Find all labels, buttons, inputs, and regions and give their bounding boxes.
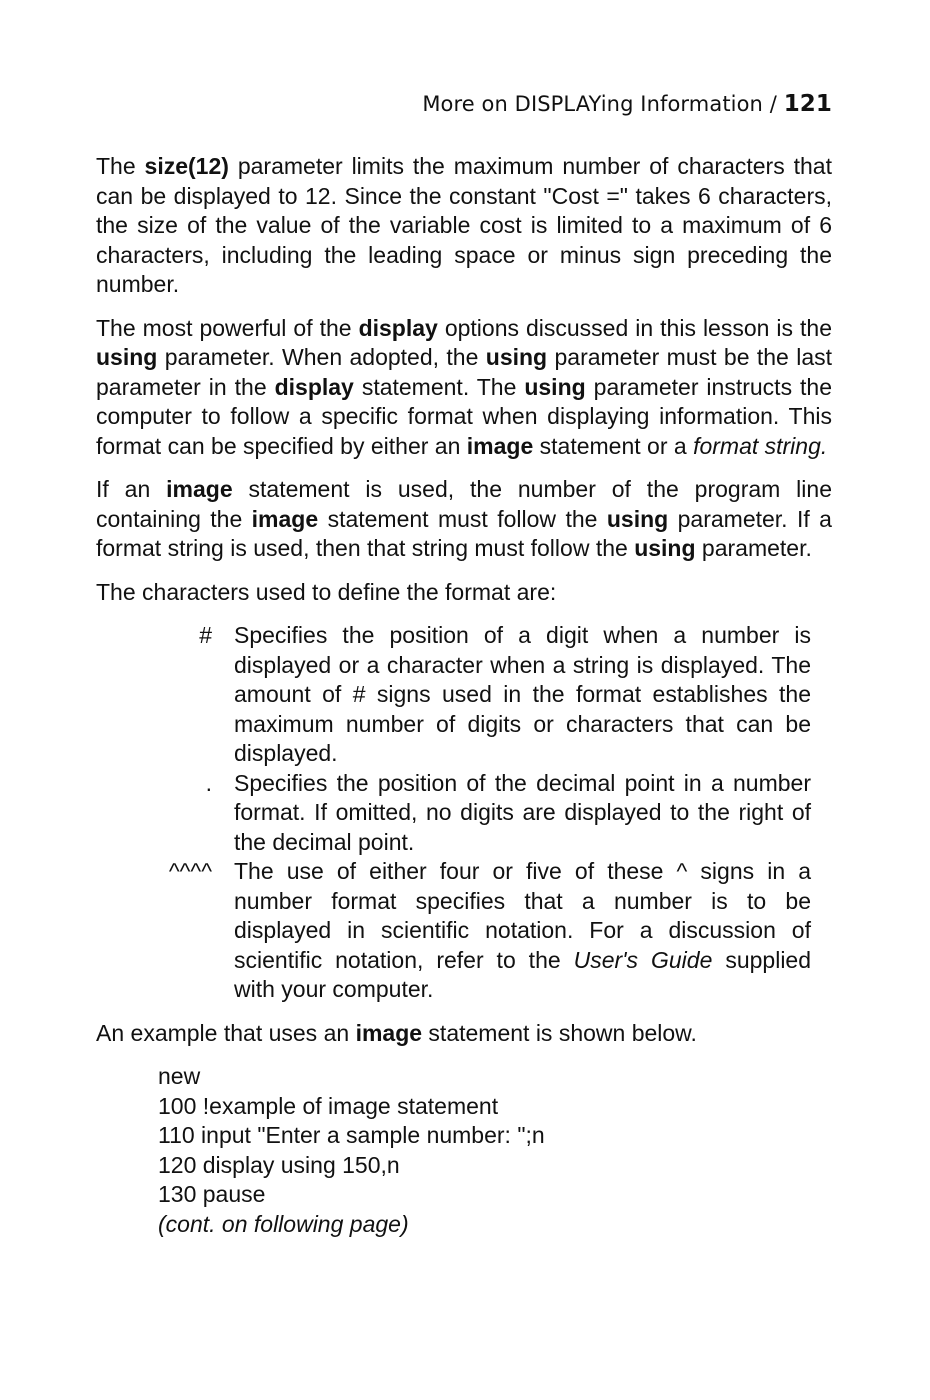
keyword-image: image	[466, 432, 534, 459]
keyword-size: size(12)	[144, 153, 229, 179]
term-users-guide: User's Guide	[573, 946, 713, 973]
keyword-using: using	[524, 373, 586, 400]
keyword-using: using	[96, 344, 158, 370]
code-listing	[158, 1062, 832, 1239]
paragraph-example-intro: An example that uses an image statement is shown below.	[96, 1019, 697, 1046]
definition-text: The use of either four or five of these ^ signs in a number format specifies that a number is to be displayed in scientific notation. For a discussion of scientific notation, refer to the User's Guide supplied with your computer.	[234, 858, 812, 1002]
code-line: 110 input "Enter a sample number: ";n	[158, 1122, 545, 1148]
definition-item-caret	[96, 857, 832, 1005]
header-title: More on DISPLAYing Information /	[422, 92, 777, 116]
term-format-string: format string.	[693, 432, 828, 459]
code-line: 120 display using 150,n	[158, 1151, 400, 1178]
definition-text: Specifies the position of a digit when a number is displayed or a character when a string is displayed. The amount of # signs used in the format establishes the maximum number of digits or characters that can be displayed.	[234, 622, 811, 766]
keyword-using: using	[606, 505, 669, 532]
paragraph-image-statement: If an image statement is used, the number of the program line containing the image statement must follow the using parameter. If a format string is used, then that string must follow the using parameter.	[96, 476, 832, 561]
code-line: 130 pause	[158, 1181, 266, 1207]
page-number: 121	[783, 91, 832, 117]
continuation-note: (cont. on following page)	[158, 1210, 409, 1237]
keyword-display: display	[274, 373, 354, 400]
symbol-caret: ^^^^	[168, 858, 212, 884]
paragraph-size-parameter: The size(12) parameter limits the maximum number of characters that can be displayed to 12. Since the constant "Cost =" takes 6 characters, the size of the value of the variable cost is limited to a maximum of 6 characters, including the leading space or minus sign preceding the number.	[96, 153, 832, 297]
keyword-image: image	[166, 476, 233, 502]
page-body	[96, 152, 832, 1239]
symbol-period: .	[205, 769, 212, 796]
keyword-display: display	[358, 314, 438, 341]
format-character-list	[96, 621, 832, 1005]
keyword-using: using	[485, 344, 548, 370]
keyword-image: image	[355, 1019, 423, 1046]
paragraph-format-intro: The characters used to define the format are:	[96, 578, 557, 605]
paragraph-using-parameter: The most powerful of the display options discussed in this lesson is the using parameter. When adopted, the using parameter must be the last parameter in the display statement. The using parameter instructs the computer to follow a specific format when displaying information. This format can be specified by either an image statement or a format string.	[96, 314, 833, 459]
keyword-using: using	[634, 535, 696, 561]
definition-text: Specifies the position of the decimal point in a number format. If omitted, no digits are displayed to the right of the decimal point.	[234, 769, 811, 855]
running-header	[422, 86, 832, 122]
definition-item-period	[96, 769, 832, 858]
definition-item-hash	[96, 621, 832, 769]
code-line: 100 !example of image statement	[158, 1092, 499, 1119]
symbol-hash: #	[199, 622, 212, 648]
keyword-image: image	[251, 505, 319, 532]
code-line: new	[158, 1063, 201, 1089]
